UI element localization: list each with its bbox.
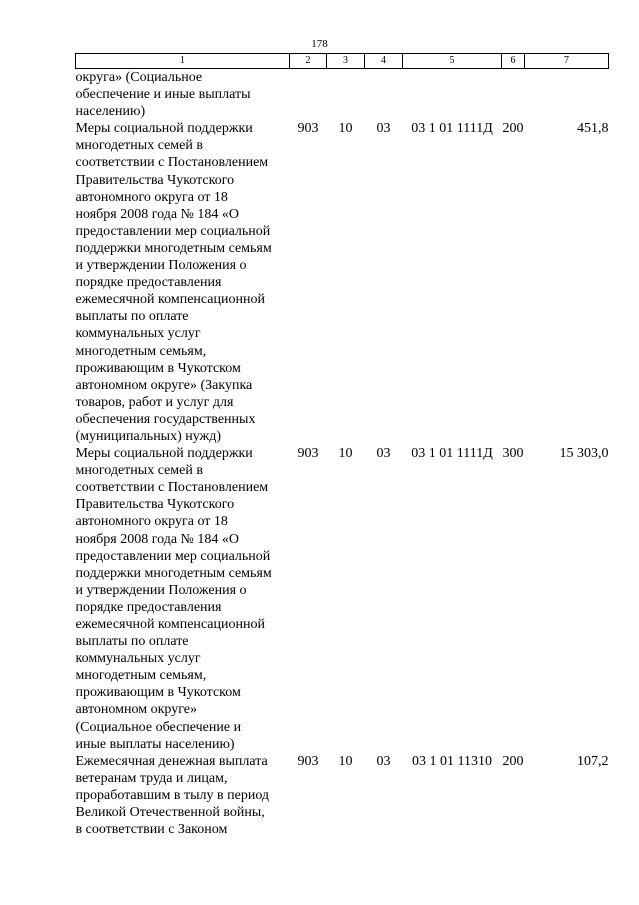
description-line: соответствии с Постановлением bbox=[75, 155, 269, 171]
target-article-cell: 03 1 01 11310 bbox=[412, 753, 492, 769]
subsection-code-cell: 03 bbox=[376, 753, 391, 769]
subsection-code-cell bbox=[365, 69, 403, 121]
expense-type-cell bbox=[502, 69, 525, 121]
description-line: ежемесячной компенсационной bbox=[75, 292, 265, 308]
table-row bbox=[76, 69, 609, 121]
target-article-cell: 03 1 01 1111Д bbox=[411, 446, 493, 462]
column-number-row bbox=[76, 54, 609, 69]
amount-cell: 107,2 bbox=[577, 753, 609, 769]
description-line: выплаты по оплате bbox=[75, 634, 189, 650]
description-line: Ежемесячная денежная выплата bbox=[75, 753, 268, 769]
description-line: обеспечения государственных bbox=[75, 411, 256, 427]
amount-cell: 451,8 bbox=[577, 121, 609, 137]
description-line: Меры социальной поддержки bbox=[75, 446, 253, 462]
department-code-cell: 903 bbox=[297, 446, 319, 462]
row-description bbox=[76, 69, 290, 121]
table-row bbox=[76, 120, 609, 445]
table-body bbox=[76, 69, 609, 839]
column-header: 5 bbox=[403, 54, 502, 69]
description-line: предоставлении мер социальной bbox=[75, 548, 271, 564]
expense-type-cell: 300 bbox=[502, 446, 524, 462]
department-code-cell: 903 bbox=[297, 121, 319, 137]
table-row bbox=[76, 753, 609, 838]
subsection-code-cell: 03 bbox=[376, 446, 391, 462]
description-line: автономном округе» bbox=[75, 702, 197, 718]
description-line: многодетным семьям, bbox=[75, 668, 207, 684]
description-line: Великой Отечественной войны, bbox=[75, 805, 265, 821]
expense-type-cell: 200 bbox=[502, 753, 524, 769]
column-header: 4 bbox=[365, 54, 403, 69]
description-line: многодетных семей в bbox=[75, 463, 203, 479]
table-header bbox=[76, 54, 609, 69]
description-line: поддержки многодетным семьям bbox=[75, 565, 272, 581]
row-description bbox=[76, 445, 290, 753]
column-header: 3 bbox=[327, 54, 365, 69]
description-line: ежемесячной компенсационной bbox=[75, 617, 265, 632]
page-number: 178 bbox=[311, 38, 328, 50]
column-header: 1 bbox=[76, 54, 290, 69]
target-article-cell: 03 1 01 1111Д bbox=[411, 121, 493, 137]
section-code-cell bbox=[327, 69, 365, 121]
row-description bbox=[76, 120, 290, 445]
description-line: автономного округа от 18 bbox=[75, 514, 228, 530]
description-line: ноября 2008 года № 184 «О bbox=[75, 206, 240, 222]
description-line: округа» (Социальное bbox=[75, 70, 203, 85]
column-header: 2 bbox=[290, 54, 327, 69]
description-line: (Социальное обеспечение и bbox=[75, 719, 242, 735]
budget-table bbox=[75, 53, 609, 838]
amount-cell bbox=[525, 69, 609, 121]
description-line: многодетным семьям, bbox=[75, 343, 207, 359]
expense-type-cell: 200 bbox=[502, 121, 524, 137]
description-line: и утверждении Положения о bbox=[75, 258, 247, 274]
description-line: проработавшим в тылу в период bbox=[75, 787, 270, 803]
column-header: 6 bbox=[502, 54, 525, 69]
description-line: порядке предоставления bbox=[75, 599, 222, 615]
description-line: порядке предоставления bbox=[75, 275, 222, 291]
target-article-cell bbox=[403, 69, 502, 121]
description-line: предоставлении мер социальной bbox=[75, 223, 271, 239]
description-line: коммунальных услуг bbox=[75, 326, 201, 342]
description-line: ноября 2008 года № 184 «О bbox=[75, 531, 240, 547]
description-line: ветеранам труда и лицам, bbox=[75, 770, 228, 786]
section-code-cell: 10 bbox=[338, 121, 353, 137]
column-header: 7 bbox=[525, 54, 609, 69]
description-line: автономного округа от 18 bbox=[75, 189, 228, 205]
section-code-cell: 10 bbox=[338, 446, 353, 462]
description-line: многодетных семей в bbox=[75, 138, 203, 154]
description-line: иные выплаты населению) bbox=[75, 736, 235, 752]
description-line: проживающим в Чукотском bbox=[75, 360, 241, 376]
description-line: и утверждении Положения о bbox=[75, 582, 247, 598]
section-code-cell: 10 bbox=[338, 753, 353, 769]
description-line: выплаты по оплате bbox=[75, 309, 189, 325]
table-row bbox=[76, 445, 609, 753]
description-line: коммунальных услуг bbox=[75, 651, 201, 667]
description-line: товаров, работ и услуг для bbox=[75, 394, 234, 410]
row-description bbox=[76, 753, 290, 838]
description-line: поддержки многодетным семьям bbox=[75, 240, 272, 256]
description-line: автономном округе» (Закупка bbox=[75, 377, 253, 393]
amount-cell: 15 303,0 bbox=[559, 446, 609, 462]
department-code-cell bbox=[290, 69, 327, 121]
description-line: обеспечение и иные выплаты bbox=[75, 87, 251, 103]
description-line: проживающим в Чукотском bbox=[75, 685, 241, 701]
description-line: соответствии с Постановлением bbox=[75, 480, 269, 496]
description-line: Правительства Чукотского bbox=[75, 172, 235, 188]
description-line: в соответствии с Законом bbox=[75, 822, 228, 838]
description-line: населению) bbox=[75, 104, 146, 120]
description-line: Правительства Чукотского bbox=[75, 497, 235, 513]
description-line: Меры социальной поддержки bbox=[75, 121, 253, 137]
description-line: (муниципальных) нужд) bbox=[75, 428, 222, 444]
department-code-cell: 903 bbox=[297, 753, 319, 769]
subsection-code-cell: 03 bbox=[376, 121, 391, 137]
